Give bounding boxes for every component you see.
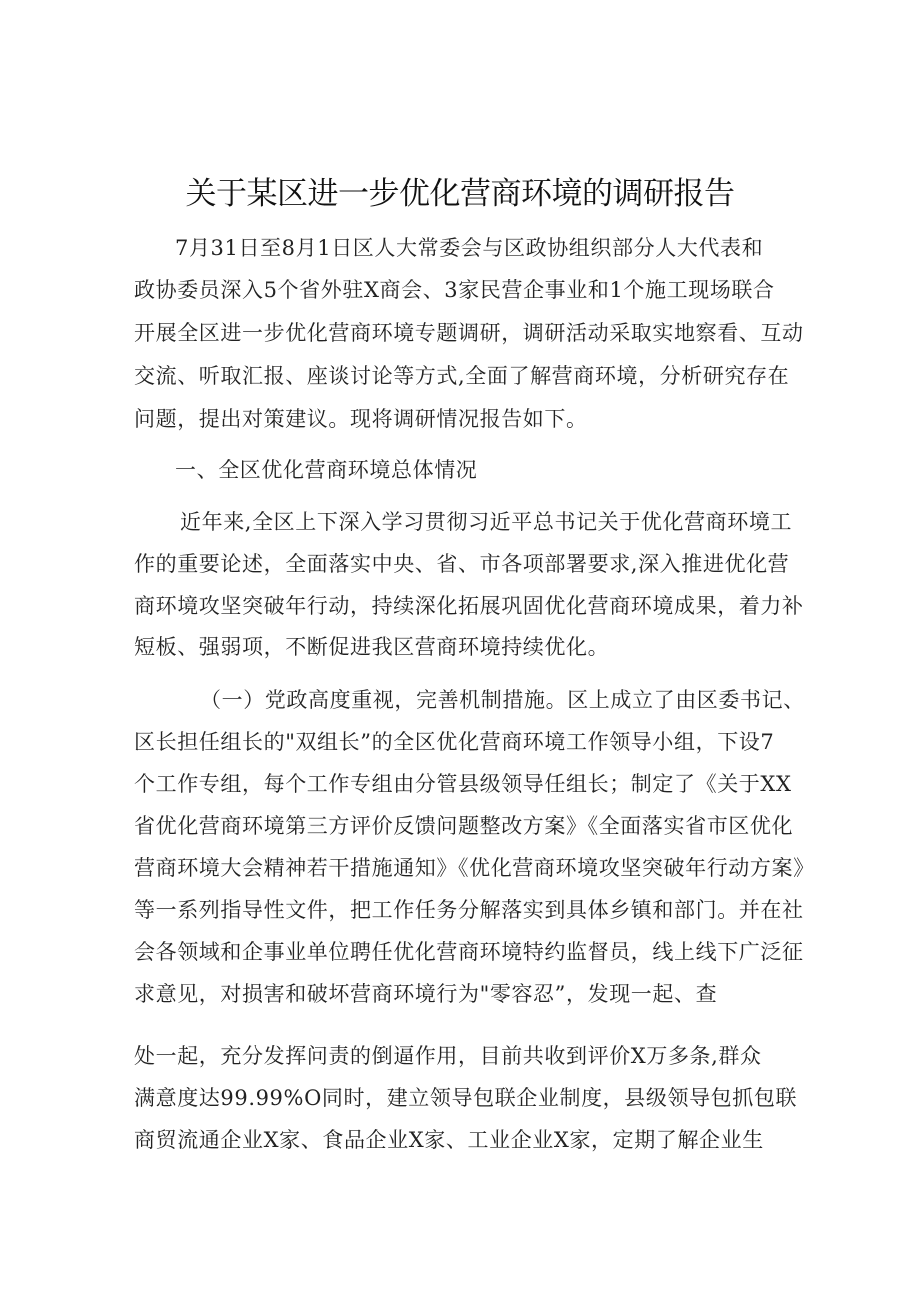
subsection-line: （一）党政高度重视，完善机制措施。区上成立了由区委书记、: [200, 688, 805, 712]
paragraph-line: 处一起，充分发挥问责的倒逼作用，目前共收到评价X万多条,群众: [134, 1044, 762, 1068]
paragraph-line: 开展全区进一步优化营商环境专题调研，调研活动采取实地察看、互动: [134, 321, 804, 345]
paragraph-line: 政协委员深入5个省外驻X商会、3家民营企事业和1个施工现场联合: [134, 278, 775, 302]
paragraph-line: 近年来,全区上下深入学习贯彻习近平总书记关于优化营商环境工: [180, 510, 793, 534]
paragraph-line: 省优化营商环境第三方评价反馈问题整改方案》《全面落实省市区优化: [134, 814, 794, 838]
paragraph-line: 会各领域和企事业单位聘任优化营商环境特约监督员，线上线下广泛征: [134, 940, 804, 964]
paragraph-line: 交流、听取汇报、座谈讨论等方式,全面了解营商环境，分析研究存在: [134, 364, 790, 388]
paragraph-line: 区长担任组长的"双组长”的全区优化营商环境工作领导小组，下设7: [134, 730, 775, 754]
document-title: 关于某区进一步优化营商环境的调研报告: [185, 176, 735, 212]
paragraph-line: 求意见，对损害和破坏营商环境行为"零容忍”，发现一起、查: [134, 982, 718, 1006]
paragraph-line: 7月31日至8月1日区人大常委会与区政协组织部分人大代表和: [175, 236, 764, 260]
paragraph-line: 短板、强弱项，不断促进我区营商环境持续优化。: [134, 635, 610, 659]
paragraph-line: 作的重要论述，全面落实中央、省、市各项部署要求,深入推进优化营: [134, 552, 790, 576]
paragraph-line: 满意度达99.99%O同时，建立领导包联企业制度，县级领导包抓包联: [134, 1086, 798, 1110]
section-heading: 一、全区优化营商环境总体情况: [175, 458, 478, 482]
paragraph-line: 商贸流通企业X家、食品企业X家、工业企业X家，定期了解企业生: [134, 1128, 764, 1152]
paragraph-line: 商环境攻坚突破年行动，持续深化拓展巩固优化营商环境成果，着力补: [134, 594, 804, 618]
paragraph-line: 问题，提出对策建议。现将调研情况报告如下。: [134, 407, 588, 431]
paragraph-line: 营商环境大会精神若干措施通知》《优化营商环境攻坚突破年行动方案》: [134, 856, 815, 880]
paragraph-line: 个工作专组，每个工作专组由分管县级领导任组长；制定了《关于XX: [134, 772, 792, 796]
paragraph-line: 等一系列指导性文件，把工作任务分解落实到具体乡镇和部门。并在社: [134, 898, 804, 922]
